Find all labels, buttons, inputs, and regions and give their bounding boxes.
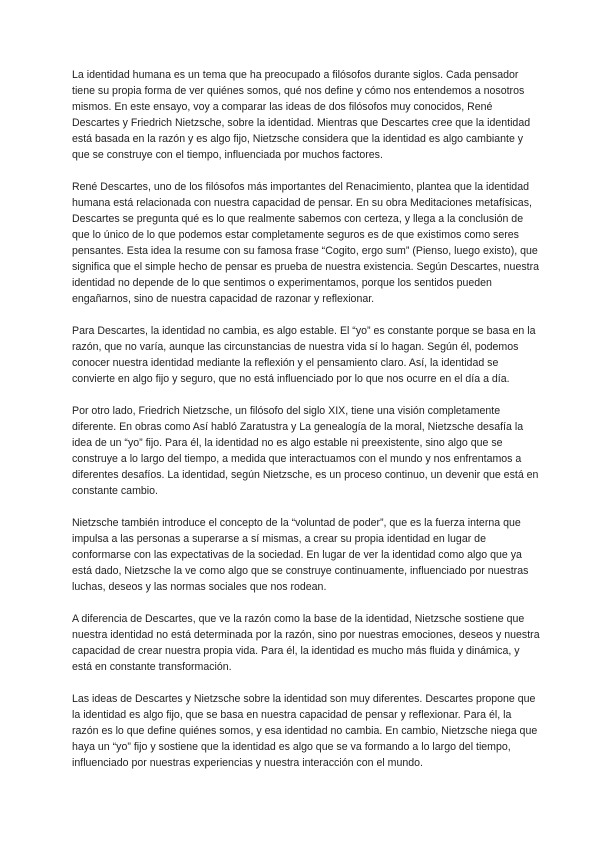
document-page <box>72 67 540 787</box>
paragraph-will-to-power: Nietzsche también introduce el concepto de la “voluntad de poder”, que es la fuerza interna que impulsa a las personas a superarse a sí mismas, a crear su propia identidad en lugar de conformarse con las expectativas de la sociedad. En lugar de ver la identidad como algo que ya está dado, Nietzsche la ve como algo que se construye continuamente, influenciado por nuestras luchas, deseos y las normas sociales que nos rodean. <box>72 517 529 593</box>
paragraph-descartes: René Descartes, uno de los filósofos más importantes del Renacimiento, plantea que la identidad humana está relacionada con nuestra capacidad de pensar. En su obra Meditaciones metafísicas, Descartes se pregunta qué es lo que realmente sabemos con certeza, y llega a la conclusión de que lo único de lo que podemos estar completamente seguros es de que existimos como seres pensantes. Esta idea la resume con su famosa frase “Cogito, ergo sum” (Pienso, luego existo), que significa que el simple hecho de pensar es prueba de nuestra existencia. Según Descartes, nuestra identidad no depende de lo que sentimos o experimentamos, porque los sentidos pueden engañarnos, sino de nuestra capacidad de razonar y reflexionar. <box>72 181 539 305</box>
paragraph-nietzsche: Por otro lado, Friedrich Nietzsche, un filósofo del siglo XIX, tiene una visión completamente diferente. En obras como Así habló Zaratustra y La genealogía de la moral, Nietzsche desafía la idea de un “yo” fijo. Para él, la identidad no es algo estable ni preexistente, sino algo que se construye a lo largo del tiempo, a medida que interactuamos con el mundo y nos enfrentamos a diferentes desafíos. La identidad, según Nietzsche, es un proceso continuo, un devenir que está en constante cambio. <box>72 405 539 497</box>
paragraph-intro: La identidad humana es un tema que ha preocupado a filósofos durante siglos. Cada pensador tiene su propia forma de ver quiénes somos, qué nos define y cómo nos entendemos a nosotros mismos. En este ensayo, voy a comparar las ideas de dos filósofos muy conocidos, René Descartes y Friedrich Nietzsche, sobre la identidad. Mientras que Descartes cree que la identidad está basada en la razón y es algo fijo, Nietzsche considera que la identidad es algo cambiante y que se construye con el tiempo, influenciada por muchos factores. <box>72 69 531 161</box>
paragraph-descartes-stability: Para Descartes, la identidad no cambia, es algo estable. El “yo” es constante porque se basa en la razón, que no varía, aunque las circunstancias de nuestra vida sí lo hagan. Según él, podemos conocer nuestra identidad mediante la reflexión y el pensamiento claro. Así, la identidad se convierte en algo fijo y seguro, que no está influenciado por lo que nos ocurre en el día a día. <box>72 325 536 385</box>
paragraph-conclusion: Las ideas de Descartes y Nietzsche sobre la identidad son muy diferentes. Descartes propone que la identidad es algo fijo, que se basa en nuestra capacidad de pensar y reflexionar. Para él, la razón es lo que define quiénes somos, y esa identidad no cambia. En cambio, Nietzsche niega que haya un “yo” fijo y sostiene que la identidad es algo que se va formando a lo largo del tiempo, influenciado por nuestras experiencias y nuestra interacción con el mundo. <box>72 693 538 769</box>
paragraph-contrast: A diferencia de Descartes, que ve la razón como la base de la identidad, Nietzsche sostiene que nuestra identidad no está determinada por la razón, sino por nuestras emociones, deseos y nuestra capacidad de crear nuestra propia vida. Para él, la identidad es mucho más fluida y dinámica, y está en constante transformación. <box>72 613 540 673</box>
